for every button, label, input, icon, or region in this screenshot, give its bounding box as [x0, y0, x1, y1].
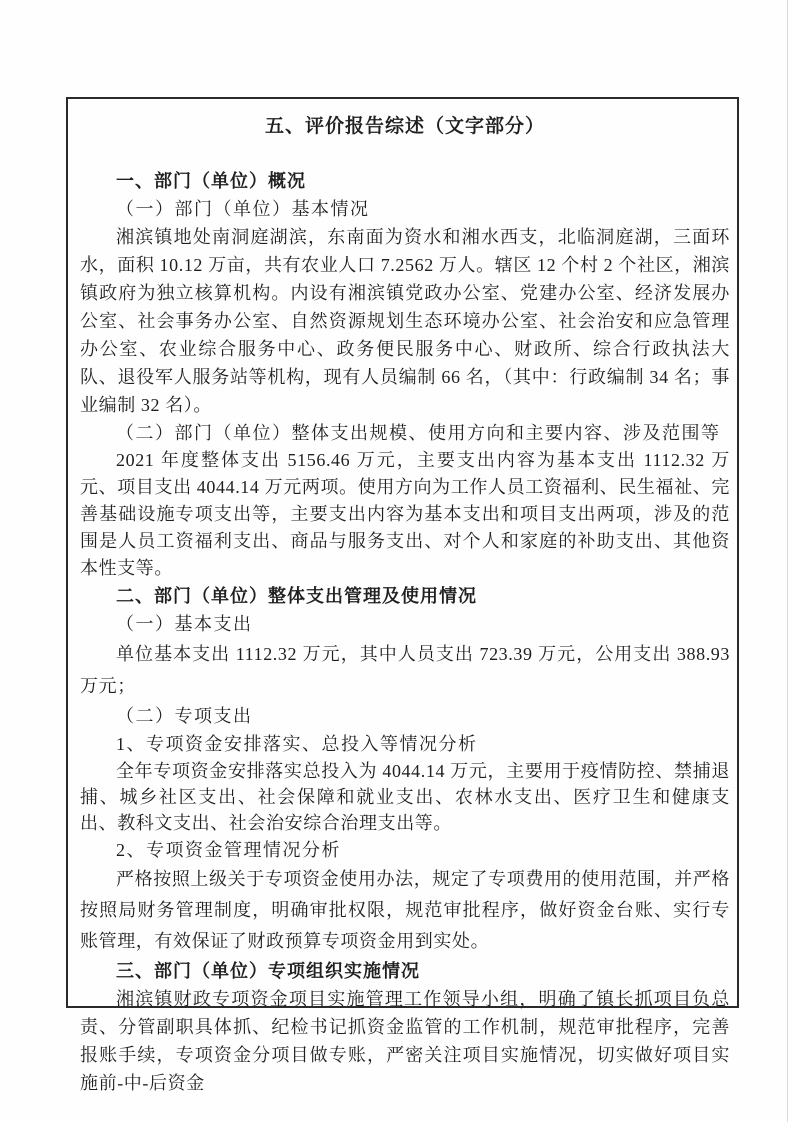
paragraph-special-funds-input: 全年专项资金安排落实总投入为 4044.14 万元，主要用于疫情防控、禁捕退捕、城乡社区支出、社会保障和就业支出、农林水支出、医疗卫生和健康支出、教科文支出、社会治安综合治理支出等。	[80, 761, 730, 833]
paragraph-overall-expenditure: 2021 年度整体支出 5156.46 万元，主要支出内容为基本支出 1112.32 万元、项目支出 4044.14 万元两项。使用方向为工作人员工资福利、民生福祉、完善基础设施专项支出等，主要支出内容为基本支出和项目支出两项，涉及的范围是人员工资福利支出、商品与服务支出、对个人和家庭的补助支出、其他资本性支等。	[80, 450, 730, 578]
paragraph-special-funds-management: 严格按照上级关于专项资金使用办法，规定了专项费用的使用范围，并严格按照局财务管理制度，明确审批权限，规范审批程序，做好资金台账、实行专账管理，有效保证了财政预算专项资金用到实处。	[80, 869, 730, 951]
paragraph-basic-expenditure: 单位基本支出 1112.32 万元，其中人员支出 723.39 万元，公用支出 388.93 万元；	[80, 644, 730, 696]
item-heading-2-2-1: 1、专项资金安排落实、总投入等情况分析	[116, 734, 478, 754]
scan-edge-line	[787, 0, 788, 1122]
subsection-heading-1-2: （二）部门（单位）整体支出规模、使用方向和主要内容、涉及范围等	[116, 423, 721, 443]
item-heading-2-2-2: 2、专项资金管理情况分析	[116, 840, 341, 860]
paragraph-implementation: 湘滨镇财政专项资金项目实施管理工作领导小组，明确了镇长抓项目负总责、分管副职具体抓、纪检书记抓资金监管的工作机制，规范审批程序，完善报账手续，专项资金分项目做专账，严密关注项目实施情况，切实做好项目实施前-中-后资金	[80, 989, 730, 1093]
section-heading-3: 三、部门（单位）专项组织实施情况	[116, 961, 420, 981]
paragraph-basic-info: 湘滨镇地处南洞庭湖滨，东南面为资水和湘水西支，北临洞庭湖，三面环水，面积 10.12 万亩，共有农业人口 7.2562 万人。辖区 12 个村 2 个社区，湘滨镇政府为独立核算机构。内设有湘滨镇党政办公室、党建办公室、经济发展办公室、社会事务办公室、自然资源规划生态环境办公室、社会治安和应急管理办公室、农业综合服务中心、政务便民服务中心、财政所、综合行政执法大队、退役军人服务站等机构，现有人员编制 66 名，（其中：行政编制 34 名；事业编制 32 名）。	[80, 227, 730, 415]
section-heading-2: 二、部门（单位）整体支出管理及使用情况	[116, 586, 477, 606]
report-summary-cell	[66, 97, 739, 1093]
subsection-heading-1-1: （一）部门（单位）基本情况	[116, 199, 370, 219]
section-heading-1: 一、部门（单位）概况	[116, 171, 306, 191]
subsection-heading-2-2: （二）专项支出	[116, 706, 253, 726]
report-title: 五、评价报告综述（文字部分）	[264, 116, 545, 137]
subsection-heading-2-1: （一）基本支出	[116, 614, 253, 634]
